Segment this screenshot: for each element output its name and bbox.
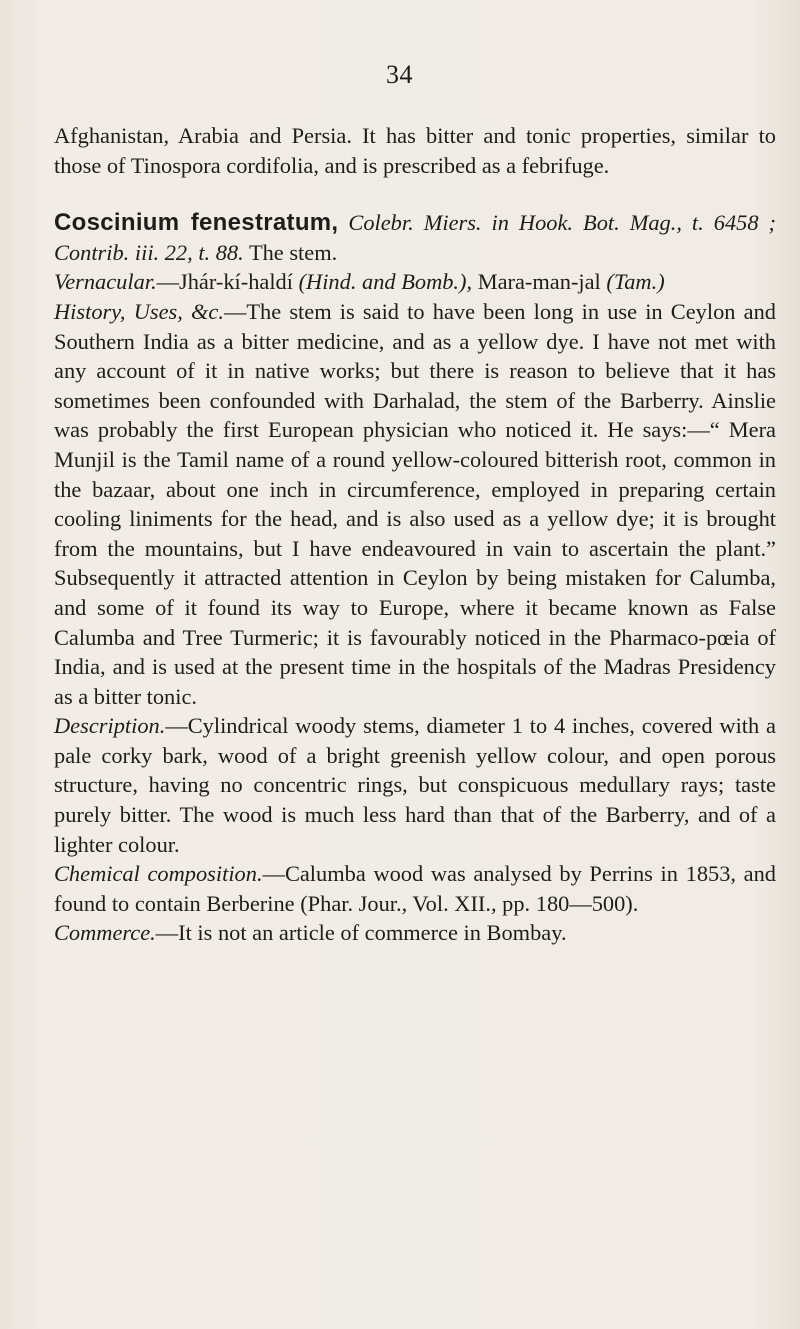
entry-heading: [54, 208, 776, 267]
page-body: [54, 121, 776, 948]
commerce-paragraph: [54, 918, 776, 948]
vernacular-text-2: Mara-man-jal: [472, 269, 607, 295]
chemical-label: Chemical composition.: [54, 861, 263, 887]
continued-paragraph: Afghanistan, Arabia and Persia. It has bitter and tonic properties, similar to those of Tinospora cordifolia, and is prescribed as a febrifuge.: [54, 123, 776, 178]
description-label: Description.: [54, 713, 166, 739]
history-text: —The stem is said to have been long in use in Ceylon and Southern India as a bitter medicine, and as a yellow dye. I have not met with any account of it in native works; but there is reason to believe that it has sometimes been confounded with Darhalad, the stem of the Barberry. Ainslie was probably the first European physician who noticed it. He says:—“ Mera Munjil is the Tamil name of a round yellow-coloured bitterish root, common in the bazaar, about one inch in circumference, employed in preparing certain cooling liniments for the head, and is also used as a yellow dye; it is brought from the mountains, but I have endeavoured in vain to ascertain the plant.” Subsequently it attracted attention in Ceylon by being mistaken for Calumba, and some of it found its way to Europe, where it became known as False Calumba and Tree Turmeric; it is favourably noticed in the Pharmaco-pœia of India, and is used at the present time in the hospitals of the Madras Presidency as a bitter tonic.: [54, 298, 776, 709]
commerce-text: —It is not an article of commerce in Bombay.: [155, 920, 567, 946]
entry-title: Coscinium fenestratum,: [54, 209, 339, 237]
description-paragraph: [54, 711, 776, 859]
chemical-text: —Calumba wood was analysed by Perrins in 1853, and found to contain Berberine (Phar. Jour., Vol. XII., pp. 180—500).: [54, 861, 776, 916]
commerce-label: Commerce.: [54, 920, 156, 946]
entry-title-tail: The stem.: [248, 239, 338, 265]
vernacular-label: Vernacular.: [54, 269, 157, 295]
vernacular-paren-2: (Tam.): [606, 269, 665, 295]
vernacular-paragraph: [54, 267, 776, 297]
history-paragraph: [54, 297, 776, 711]
description-text: —Cylindrical woody stems, diameter 1 to 4 inches, covered with a pale corky bark, wood of a bright greenish yellow colour, and open porous structure, having no concentric rings, but conspicuous medullary rays; taste purely bitter. The wood is much less hard than that of the Barberry, and of a lighter colour.: [54, 713, 776, 857]
page-number: 34: [386, 60, 413, 89]
vernacular-text: —Jhár-kí-haldí: [156, 269, 299, 295]
entry-authority: Colebr. Miers. in Hook. Bot. Mag., t. 6458 ; Contrib. iii. 22, t. 88.: [54, 210, 776, 265]
chemical-paragraph: [54, 859, 776, 918]
history-label: History, Uses, &c.: [54, 298, 224, 324]
vernacular-paren: (Hind. and Bomb.),: [298, 269, 473, 295]
